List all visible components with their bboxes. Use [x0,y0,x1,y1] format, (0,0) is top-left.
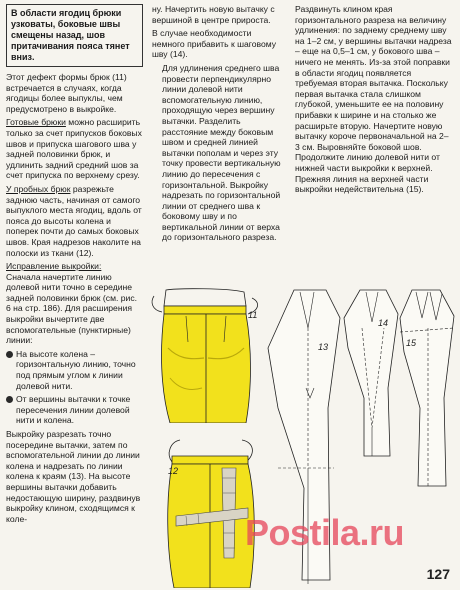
subheading: Готовые брюки [6,117,66,128]
figure-number: 12 [168,466,179,476]
bullet-icon [6,351,13,358]
page-number: 127 [426,566,450,582]
bullet-item: От вершины вытачки к точке пересечения линии долевой нити и колена. [6,394,143,426]
paragraph: Этот дефект формы брюк (11) встречается в случаях, когда ягодицы более выпуклы, чем предусмотрено в выкройке. [6,72,127,114]
paragraph: В случае необходимости немного прибавить к шаговому шву (14). [152,28,277,60]
figure-14-pattern-widened [342,288,400,458]
paragraph: Раздвинуть клином края горизонтального разреза на величину удлинения: по заднему среднему шву на 1–2 см, у вершины вытачки надреза – еще на 0,5–1 см, у бокового шва – ничего не менять. Из-за этой поправки в области ягодиц появляется требуемая вторая вытачка. Поскольку первая вытачка стала слишком глубокой, уменьшите ее на половину прибавки к ширине и на столько же расширьте вторую. Начертите новую вытачку короче первоначальной на 2–3 см. Выровняйте боковой шов. Продолжите линию долевой нити от нижней части выкройки к верхней. Прежняя линия на верхней части выкройки недействительна (15). [295,4,452,195]
bullet-icon [6,396,13,403]
text-column-1 [6,4,143,527]
trousers-illustration-icon [148,288,268,423]
paragraph: Исправление выкройки: Сначала начертите линию долевой нити точно в середине задней половинки брюк (см. рис. 6 на стр. 186). Для расширения выкройки вычертите две вспомогательные (пунктирные) линии: [6,261,143,346]
subheading: Исправление выкройки: [6,261,102,272]
watermark: Postila.ru [245,512,405,553]
text-column-2 [152,4,286,246]
intro-box: В области ягодиц брюки узковаты, боковые швы смещены назад, шов притачивания пояса тянет вниз. [6,4,143,67]
pattern-widened-icon [342,288,400,458]
paragraph: Готовые брюки можно расширить только за счет припусков боковых швов и припуска шагового шва у задней половинки брюк, и удлинить задний средний шов за счет припуска по верхнему срезу. [6,117,142,181]
subheading: У пробных брюк [6,183,71,194]
figure-number: 15 [406,338,417,348]
paragraph: У пробных брюк разрежьте заднюю часть, начиная от самого выпуклого места ягодиц, вдоль от пояса до высоты колена и поперек почти до самых боковых швов. Края надрезов наколите на полоски из ткани (12). [6,183,142,258]
pattern-lengthened-icon [398,288,456,488]
text-column-3 [295,4,453,198]
paragraph: Для удлинения среднего шва провести перпендикулярно линии долевой нити вспомогательную линию, проходящую через вершину вытачки. Разделить расстояние между боковым швом и средней линией вытачки пополам и через эту точку провести вертикальную линию до пересечения с горизонтальной. Выкройку надрезать по горизонтальной линии от среднего шва к боковому шву и по вертикальной линии от верха до горизонтального разреза. [162,62,281,243]
figure-15-pattern-lengthened [398,288,456,488]
figure-11-trousers-back [148,288,268,423]
figure-number: 11 [248,310,258,320]
figure-number: 14 [378,318,389,328]
figure-number: 13 [318,342,329,352]
bullet-item: На высоте колена – горизонтальную линию, точно под прямым углом к линии долевой нити. [6,349,143,391]
paragraph: Выкройку разрезать точно посередине вытачки, затем по вспомогательной линии до линии колена и надрезать по линии колена к краям (13). На высоте вершины вытачки добавить недостающую ширину, раздвинув выкройку клином, сходящимся к коле- [6,429,141,524]
paragraph: ну. Начертить новую вытачку с вершиной в центре прироста. [152,4,275,25]
